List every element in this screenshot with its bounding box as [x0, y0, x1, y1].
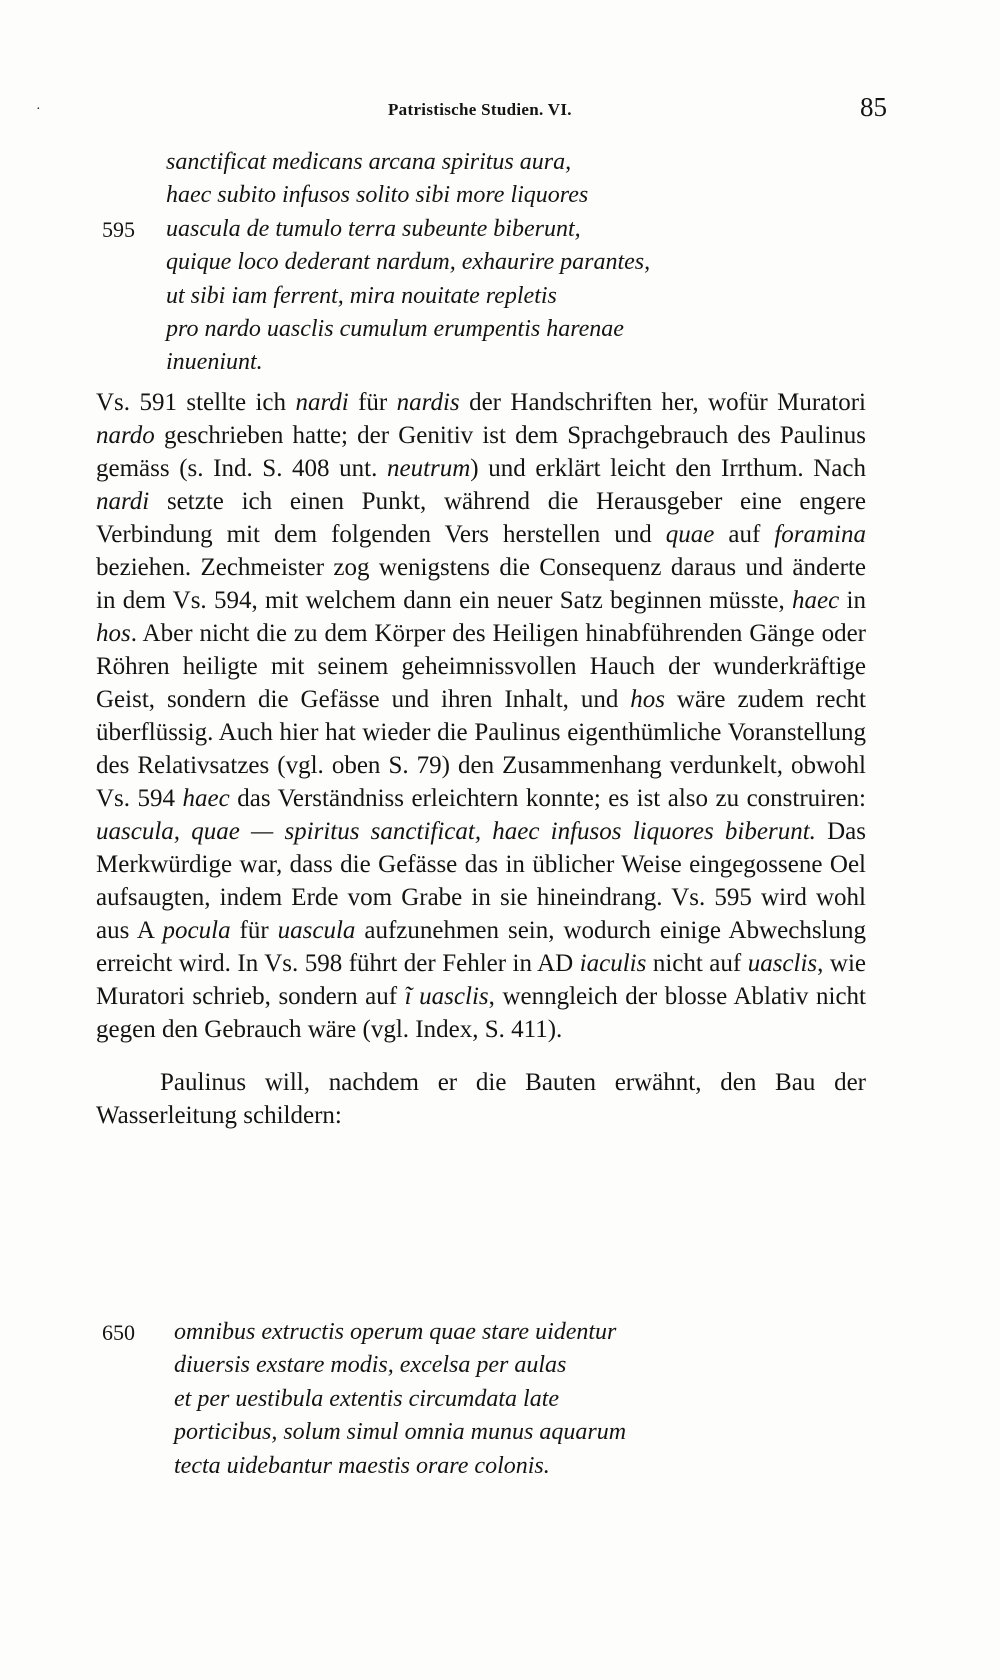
- text-run: der Handschriften her, wofür Muratori: [459, 389, 867, 416]
- text-run: nicht auf: [646, 950, 748, 977]
- verse-text: tecta uidebantur maestis orare colonis.: [174, 1452, 550, 1479]
- italic-term: hos: [96, 620, 131, 647]
- text-run: , wie Muratori schrieb, sondern auf: [96, 950, 866, 1010]
- italic-term: pocula: [162, 917, 231, 944]
- text-run: aufzunehmen sein, wodurch einige Abwechslung erreicht wird. In Vs. 598 führt der Fehler in AD: [96, 917, 867, 977]
- verse-text: diuersis exstare modis, excelsa per aulas: [174, 1352, 567, 1379]
- text-run: das Verständniss erleichtern konnte; es ist also zu construiren:: [229, 785, 866, 812]
- verse-line: [102, 1450, 922, 1483]
- italic-term: nardis: [396, 389, 460, 416]
- commentary-text: [96, 386, 866, 1132]
- text-run: geschrieben hatte; der Genitiv ist dem Sprachgebrauch des Paulinus gemäss (s. Ind. S. 408 unt.: [96, 422, 866, 482]
- paragraph-1: [96, 386, 866, 1046]
- text-run: setzte ich einen Punkt, während die Herausgeber eine engere Verbindung mit dem folgenden Vers herstellen und: [96, 488, 866, 548]
- verse-text: inueniunt.: [166, 349, 263, 376]
- verse-line: [102, 1416, 922, 1449]
- text-run: beziehen. Zechmeister zog wenigstens die Consequenz daraus und änderte in dem Vs. 594, mit welchem dann ein neuer Satz beginnen müsste,: [96, 554, 866, 614]
- line-number: 595: [102, 216, 135, 242]
- text-run: . Aber nicht die zu dem Körper des Heiligen hinabführenden Gänge oder Röhren heiligte mit seinem geheimnissvollen Hauch der wunderkräftige Geist, sondern die Gefässe und ihren Inhalt, und: [96, 620, 866, 713]
- verse-text: et per uestibula extentis circumdata late: [174, 1385, 560, 1412]
- running-title: Patristische Studien. VI.: [388, 100, 572, 119]
- verse-line: [102, 1349, 922, 1382]
- text-run: , wenngleich der blosse Ablativ nicht gegen den Gebrauch wäre (vgl. Index, S. 411).: [96, 983, 866, 1043]
- verse-text: haec subito infusos solito sibi more liquores: [166, 182, 589, 209]
- text-run: Vs. 591 stellte ich: [96, 389, 296, 416]
- italic-term: foramina: [774, 521, 867, 548]
- italic-term: neutrum: [386, 455, 471, 482]
- text-run: für: [230, 917, 278, 944]
- italic-term: quae: [665, 521, 715, 548]
- verse-text: uascula de tumulo terra subeunte biberunt,: [166, 215, 581, 242]
- italic-term: haec: [182, 785, 230, 812]
- paragraph-2: Paulinus will, nachdem er die Bauten erwähnt, den Bau der Wasserleitung schildern:: [96, 1069, 866, 1129]
- verse-text: omnibus extructis operum quae stare uidentur: [174, 1319, 617, 1345]
- verse-line: [102, 1383, 922, 1416]
- italic-term: nardi: [295, 389, 349, 416]
- verse-text: ut sibi iam ferrent, mira nouitate repletis: [166, 282, 557, 309]
- italic-term: nardo: [96, 422, 155, 449]
- verse-text: pro nardo uasclis cumulum erumpentis harenae: [166, 315, 624, 342]
- verse-line: [102, 179, 922, 212]
- text-run: wäre zudem recht überflüssig. Auch hier hat wieder die Paulinus eigenthümliche Voranstellung des Relativsatzes (vgl. oben S. 79) den Zusammenhang verdunkelt, obwohl Vs. 594: [96, 686, 866, 812]
- line-number: 650: [102, 1320, 135, 1345]
- verse-line: [102, 313, 922, 346]
- verse-line: [102, 246, 922, 279]
- italic-term: uascula: [277, 917, 356, 944]
- italic-term: ĩ uasclis: [404, 983, 489, 1010]
- verse-block-1: [102, 146, 922, 380]
- verse-line: [102, 280, 922, 313]
- page-header: [0, 92, 1000, 132]
- italic-term: nardi: [96, 488, 150, 515]
- italic-term: uascula, quae — spiritus sanctificat, haec infusos liquores biberunt.: [96, 818, 816, 845]
- text-run: in: [839, 587, 866, 614]
- text-run: auf: [714, 521, 775, 548]
- margin-dot: ·: [36, 102, 41, 117]
- text-run: ) und erklärt leicht den Irrthum. Nach: [470, 455, 866, 482]
- page-number: 85: [860, 92, 887, 122]
- verse-line: [102, 346, 922, 379]
- text-run: Das Merkwürdige war, dass die Gefässe das in üblicher Weise eingegossene Oel aufsaugten, indem Erde vom Grabe in sie hineindrang. Vs. 595 wird wohl aus A: [96, 818, 866, 944]
- text-run: für: [348, 389, 397, 416]
- italic-term: iaculis: [579, 950, 647, 977]
- italic-term: uasclis: [747, 950, 818, 977]
- italic-term: haec: [792, 587, 840, 614]
- verse-line: [102, 146, 922, 179]
- verse-text: porticibus, solum simul omnia munus aquarum: [174, 1419, 627, 1446]
- verse-text: sanctificat medicans arcana spiritus aura,: [166, 149, 572, 175]
- italic-term: hos: [630, 686, 665, 713]
- verse-line: [102, 1316, 922, 1349]
- verse-block-2: [102, 1316, 922, 1483]
- verse-text: quique loco dederant nardum, exhaurire parantes,: [166, 249, 651, 276]
- verse-line: [102, 213, 922, 246]
